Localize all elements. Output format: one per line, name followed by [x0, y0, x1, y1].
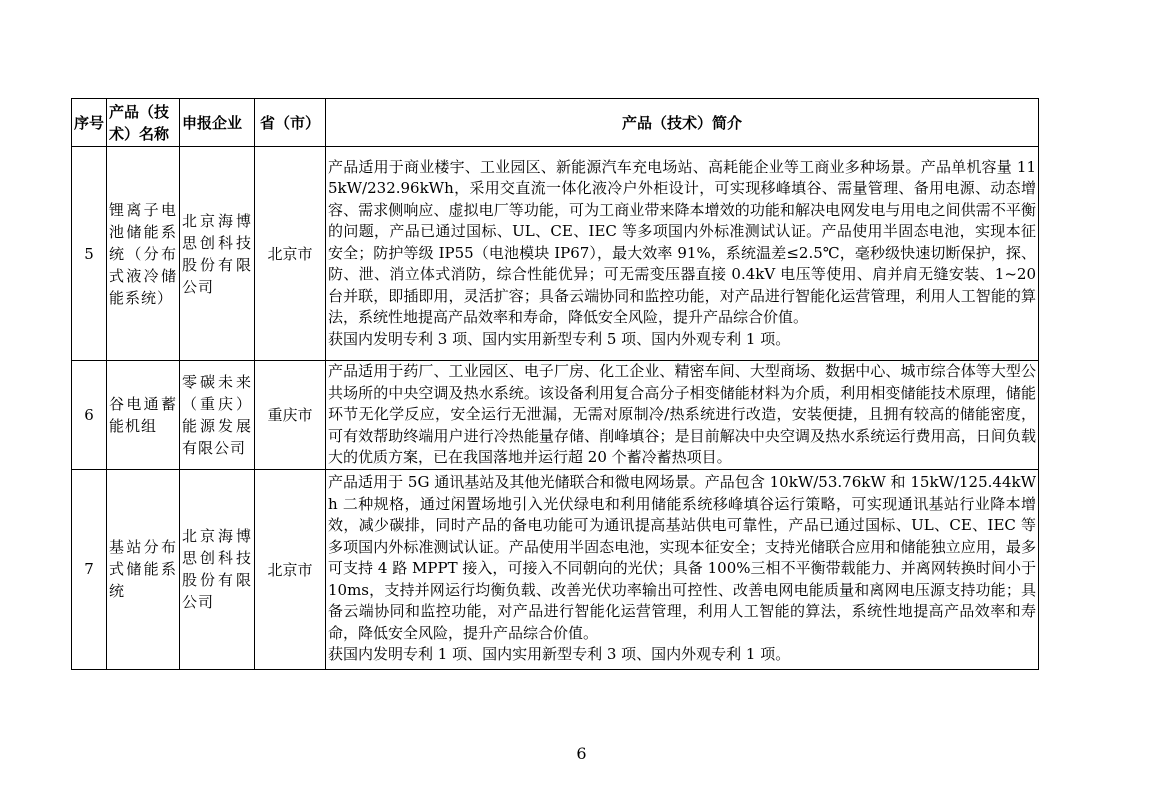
- province: 北京市: [255, 147, 326, 361]
- province: 重庆市: [255, 361, 326, 470]
- row-number: 5: [72, 147, 107, 361]
- product-table: [71, 98, 1039, 670]
- row-number: 6: [72, 361, 107, 470]
- company-name: 北京海博思创科技股份有限公司: [180, 469, 255, 669]
- company-name: 零碳未来（重庆）能源发展有限公司: [180, 361, 255, 470]
- description-text: 产品适用于药厂、工业园区、电子厂房、化工企业、精密车间、大型商场、数据中心、城市综合体等大型公共场所的中央空调及热水系统。该设备利用复合高分子相变储能材料为介质，利用相变储能技术原理，储能环节无化学反应，安全运行无泄漏，无需对原制冷/热系统进行改造，安装便捷，且拥有较高的储能密度，可有效帮助终端用户进行冷热能量存储、削峰填谷；是目前解决中央空调及热水系统运行费用高，日间负载大的优质方案，已在我国落地并运行超 20 个蓄冷蓄热项目。: [328, 362, 1036, 466]
- header-name: 产品（技术）名称: [107, 99, 180, 147]
- header-description: 产品（技术）简介: [326, 99, 1039, 147]
- header-no: 序号: [72, 99, 107, 147]
- province: 北京市: [255, 469, 326, 669]
- row-number: 7: [72, 469, 107, 669]
- patent-text: 获国内发明专利 1 项、国内实用新型专利 3 项、国内外观专利 1 项。: [328, 645, 791, 664]
- product-name: 锂离子电池储能系统（分布式液冷储能系统）: [107, 147, 180, 361]
- product-description: [326, 361, 1039, 470]
- product-description: [326, 147, 1039, 361]
- table-row: [72, 361, 1039, 470]
- product-description: [326, 469, 1039, 669]
- table-row: [72, 147, 1039, 361]
- header-company: 申报企业: [180, 99, 255, 147]
- table-header-row: [72, 99, 1039, 147]
- header-province: 省（市）: [255, 99, 326, 147]
- description-text: 产品适用于商业楼宇、工业园区、新能源汽车充电场站、高耗能企业等工商业多种场景。产品单机容量 115kW/232.96kWh，采用交直流一体化液冷户外柜设计，可实现移峰填谷、需量管理、备用电源、动态增容、需求侧响应、虚拟电厂等功能，可为工商业带来降本增效的功能和解决电网发电与用电之间供需不平衡的问题，产品已通过国标、UL、CE、IEC 等多项国内外标准测试认证。产品使用半固态电池，实现本征安全；防护等级 IP55（电池模块 IP67），最大效率 91%，系统温差≤2.5℃，毫秒级快速切断保护，探、防、泄、消立体式消防，综合性能优异；可无需变压器直接 0.4kV 电压等使用、肩并肩无缝安装、1~20 台并联，即插即用，灵活扩容；具备云端协同和监控功能，对产品进行智能化运营管理，利用人工智能的算法，系统性地提高产品效率和寿命，降低安全风险，提升产品综合价值。: [328, 157, 1036, 327]
- page-number: 6: [576, 744, 587, 763]
- product-name: 基站分布式储能系统: [107, 469, 180, 669]
- company-name: 北京海博思创科技股份有限公司: [180, 147, 255, 361]
- product-name: 谷电通蓄能机组: [107, 361, 180, 470]
- table-row: [72, 469, 1039, 669]
- patent-text: 获国内发明专利 3 项、国内实用新型专利 5 项、国内外观专利 1 项。: [328, 329, 791, 348]
- description-text: 产品适用于 5G 通讯基站及其他光储联合和微电网场景。产品包含 10kW/53.76kW 和 15kW/125.44kWh 二种规格，通过闲置场地引入光伏绿电和利用储能系统移峰填谷运行策略，可实现通讯基站行业降本增效，减少碳排，同时产品的备电功能可为通讯提高基站供电可靠性，产品已通过国标、UL、CE、IEC 等多项国内外标准测试认证。产品使用半固态电池，实现本征安全；支持光储联合应用和储能独立应用，最多可支持 4 路 MPPT 接入，可接入不同朝向的光伏；具备 100%三相不平衡带载能力、并离网转换时间小于 10ms，支持并网运行均衡负载、改善光伏功率输出可控性、改善电网电能质量和离网电压源支持功能；具备云端协同和监控功能，对产品进行智能化运营管理，利用人工智能的算法，系统性地提高产品效率和寿命，降低安全风险，提升产品综合价值。: [328, 473, 1036, 642]
